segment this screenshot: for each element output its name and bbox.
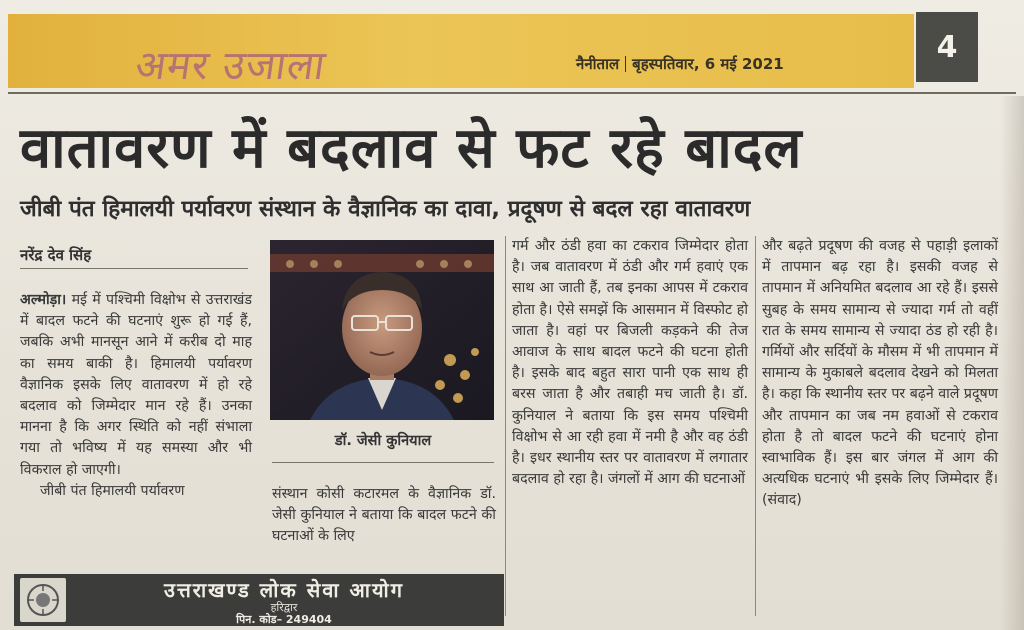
column-divider: [755, 236, 756, 616]
dateline-separator: [625, 56, 626, 72]
column-4-text: और बढ़ते प्रदूषण की वजह से पहाड़ी इलाकों में तापमान बढ़ रहा है। इसकी वजह से तापमान में अनियमित बदलाव आ रहे हैं। इससे सुबह के समय सामान्य से ज्यादा गर्म तो वहीं रात के समय सामान्य से ज्यादा ठंड हो रही है। गर्मियों और सर्दियों के मौसम में भी तापमान में सामान्य के मुकाबले बदलाव देखने को मिलता है। कहा कि स्थानीय स्तर पर बढ़ने वाले प्रदूषण और तापमान का जब नम हवाओं से टकराव होता है तो बादल फटने की घटनाएं होना स्वाभाविक हैं। इस बार जंगल में आग की अत्यधिक घटनाएं भी इसके लिए जिम्मेदार हैं। (संवाद): [762, 238, 998, 509]
masthead-band: [8, 14, 914, 88]
advert-subtitle: हरिद्वार: [270, 601, 298, 614]
article-headline: वातावरण में बदलाव से फट रहे बादल: [20, 116, 803, 181]
page-number-box: [916, 12, 978, 82]
article-column-1: [20, 290, 252, 502]
dateline-place: अल्मोड़ा।: [20, 292, 67, 308]
portrait-photo: [270, 240, 494, 420]
portrait-illustration: [270, 240, 494, 420]
photo-caption: डॉ. जेसी कुनियाल: [334, 433, 432, 449]
advertisement-banner: [14, 574, 504, 626]
column-1-text: मई में पश्चिमी विक्षोभ से उत्तराखंड में बादल फटने की घटनाएं शुरू हो गई हैं, जबकि अभी मानसून आने में करीब दो माह का समय बाकी है। हिमालयी पर्यावरण वैज्ञानिक इसके लिए वातावरण में हो रहे बदलाव को जिम्मेदार मान रहे हैं। उनका मानना है कि अगर स्थिति को नहीं संभाला गया तो भविष्य में यह समस्या और भी विकराल हो जाएगी।: [20, 292, 252, 478]
issue-date: बृहस्पतिवार, 6 मई 2021: [632, 55, 784, 73]
caption-rule: [272, 462, 494, 463]
masthead-dateline: [576, 54, 784, 74]
byline: नरेंद्र देव सिंह: [20, 246, 92, 264]
advert-pin-code: पिन. कोड– 249404: [236, 613, 332, 626]
column-3-text: गर्म और ठंडी हवा का टकराव जिम्मेदार होता है। जब वातावरण में ठंडी और गर्म हवाएं एक साथ आ जाती हैं, तब इनका आपस में टकराव होता है। ऐसे समझें कि आसमान में विस्फोट हो जाता है। वहां पर बिजली कड़कने की तेज आवाज के साथ बादल फटने की घटना होती है। इसके बाद बहुत सारा पानी एक साथ ही बरस जाता है और तबाही मच जाती है। डॉ. कुनियाल ने बताया कि इस समय पश्चिमी विक्षोभ से आ रही हवा में नमी है और वह ठंडी है। इधर स्थानीय स्तर पर वातावरण में लगातार बदलाव हो रहा है। जंगलों में आग की घटनाओं: [512, 238, 748, 488]
emblem-icon: [20, 578, 66, 622]
newspaper-logo: अमर उजाला: [132, 43, 329, 89]
article-column-2: [272, 484, 496, 548]
city-name: नैनीताल: [576, 55, 620, 73]
article-subhead: जीबी पंत हिमालयी पर्यावरण संस्थान के वैज्ञानिक का दावा, प्रदूषण से बदल रहा वातावरण: [20, 196, 751, 222]
byline-rule: [20, 268, 248, 269]
article-column-4: [762, 236, 998, 512]
page-edge-shadow: [1000, 96, 1024, 630]
advert-title: उत्तराखण्ड लोक सेवा आयोग: [164, 578, 404, 602]
masthead-rule: [8, 92, 1016, 94]
column-1-text-continued: जीबी पंत हिमालयी पर्यावरण: [40, 482, 185, 499]
article-column-3: [512, 236, 748, 490]
page-number: 4: [936, 29, 958, 65]
column-2-text: संस्थान कोसी कटारमल के वैज्ञानिक डॉ. जेसी कुनियाल ने बताया कि बादल फटने की घटनाओं के लिए: [272, 486, 496, 545]
column-divider: [505, 236, 506, 616]
